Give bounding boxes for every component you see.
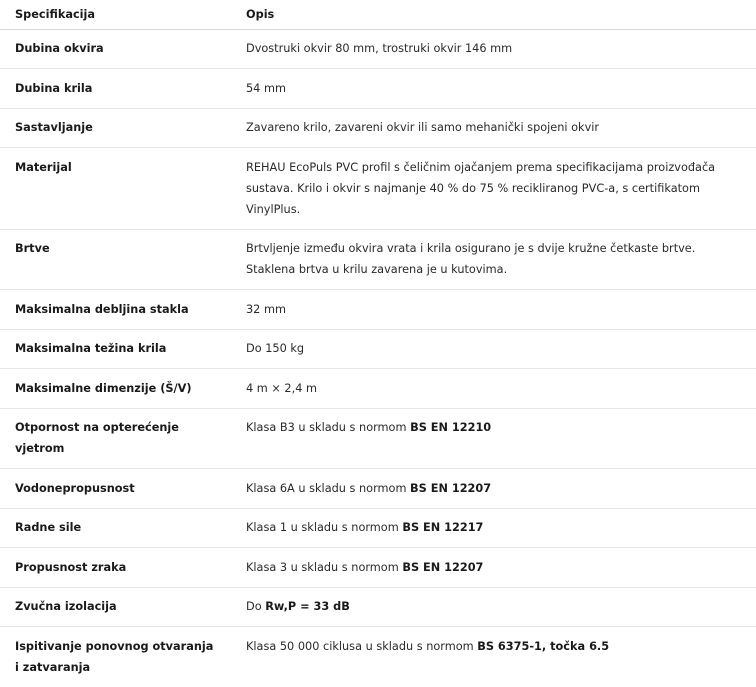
spec-description: 54 mm	[231, 69, 756, 109]
spec-description	[231, 408, 756, 469]
standard-reference: BS EN 12217	[402, 521, 484, 534]
spec-name: Maksimalna težina krila	[0, 329, 231, 369]
table-row	[0, 548, 756, 588]
header-specification: Specifikacija	[0, 0, 231, 29]
spec-description: Dvostruki okvir 80 mm, trostruki okvir 146 mm	[231, 29, 756, 69]
spec-name: Materijal	[0, 148, 231, 230]
description-text: Klasa 6A u skladu s normom	[246, 481, 411, 495]
spec-name: Otpornost na opterećenje vjetrom	[0, 408, 231, 469]
description-text: Klasa 1 u skladu s normom	[246, 521, 403, 534]
table-header-row	[0, 0, 756, 29]
spec-description	[231, 469, 756, 509]
description-text: Klasa 50 000 ciklusa u skladu s normom	[246, 639, 478, 653]
spec-description	[231, 508, 756, 548]
spec-name: Maksimalne dimenzije (Š/V)	[0, 369, 231, 409]
header-description: Opis	[231, 0, 756, 29]
spec-name: Dubina okvira	[0, 29, 231, 69]
table-row	[0, 29, 756, 69]
standard-reference: BS EN 12210	[410, 421, 492, 434]
spec-name: Vodonepropusnost	[0, 469, 231, 509]
standard-reference: BS 6375-1, točka 6.5	[477, 639, 610, 653]
standard-reference: BS EN 12207	[410, 481, 492, 495]
table-row	[0, 229, 756, 290]
spec-name: Sastavljanje	[0, 108, 231, 148]
table-row	[0, 627, 756, 687]
table-row	[0, 469, 756, 509]
table-row	[0, 69, 756, 109]
spec-description: Zavareno krilo, zavareni okvir ili samo mehanički spojeni okvir	[231, 108, 756, 148]
spec-description: 32 mm	[231, 290, 756, 330]
spec-name: Zvučna izolacija	[0, 587, 231, 627]
spec-description: Do 150 kg	[231, 329, 756, 369]
spec-name: Radne sile	[0, 508, 231, 548]
spec-description: 4 m × 2,4 m	[231, 369, 756, 409]
standard-reference: BS EN 12207	[402, 560, 484, 574]
table-row	[0, 587, 756, 627]
spec-name: Maksimalna debljina stakla	[0, 290, 231, 330]
table-row	[0, 329, 756, 369]
spec-name: Propusnost zraka	[0, 548, 231, 588]
table-row	[0, 290, 756, 330]
spec-name: Ispitivanje ponovnog otvaranja i zatvaranja	[15, 639, 214, 674]
description-text: Klasa B3 u skladu s normom	[246, 421, 411, 434]
spec-name: Dubina krila	[0, 69, 231, 109]
table-row	[0, 108, 756, 148]
spec-name: Brtve	[0, 229, 231, 290]
spec-description: Brtvljenje između okvira vrata i krila osigurano je s dvije kružne četkaste brtve. Staklena brtva u krilu zavarena je u kutovima.	[231, 229, 756, 290]
description-text: Do	[246, 600, 266, 613]
description-text: Klasa 3 u skladu s normom	[246, 560, 403, 574]
spec-description	[231, 627, 756, 687]
spec-description	[231, 548, 756, 588]
table-row	[0, 148, 756, 230]
rating-value: Rw,P = 33 dB	[265, 600, 350, 613]
table-row	[0, 508, 756, 548]
table-row	[0, 408, 756, 469]
spec-description: REHAU EcoPuls PVC profil s čeličnim ojačanjem prema specifikacijama proizvođača sustava. Krilo i okvir s najmanje 40 % do 75 % recikliranog PVC-a, s certifikatom VinylPlus.	[231, 148, 756, 230]
table-row	[0, 369, 756, 409]
spec-description	[231, 587, 756, 627]
